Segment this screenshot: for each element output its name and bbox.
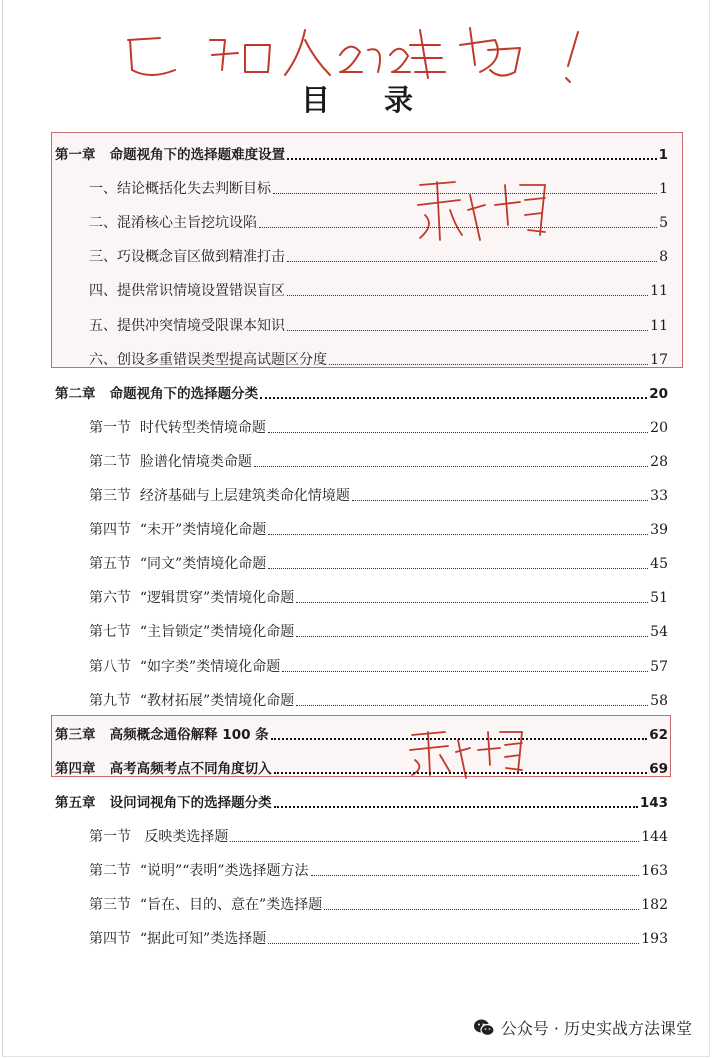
toc-section-row [89, 925, 668, 947]
toc-entry-label: 第三节 “旨在、目的、意在”类选择题 [89, 897, 323, 914]
toc-dot-leader [260, 397, 647, 399]
toc-dot-leader [274, 806, 638, 808]
wechat-icon [473, 1018, 495, 1038]
toc-page-number: 163 [641, 863, 668, 880]
toc-entry-label: 第一节 时代转型类情境命题 [89, 419, 266, 436]
toc-section-row [89, 550, 668, 572]
toc-section-row [89, 482, 668, 504]
toc-section-row [89, 653, 668, 675]
toc-dot-leader [287, 330, 648, 331]
toc-page-number: 45 [650, 556, 668, 573]
toc-page-number: 11 [650, 283, 668, 300]
toc-page-number: 20 [650, 419, 668, 436]
toc-page-number: 193 [641, 931, 668, 948]
toc-chapter-row [55, 789, 668, 811]
footer-watermark [473, 1016, 692, 1039]
toc-page-number: 5 [659, 215, 668, 232]
toc-section-row [89, 243, 668, 265]
toc-entry-label: 一、结论概括化失去判断目标 [89, 181, 271, 198]
toc-dot-leader [287, 158, 656, 160]
toc-entry-label: 第三章 高频概念通俗解释 100 条 [55, 726, 269, 743]
toc-dot-leader [287, 261, 657, 262]
page-title: 目 录 [300, 83, 436, 117]
toc-page-number: 58 [650, 692, 668, 709]
toc-entry-label: 第三节 经济基础与上层建筑类命化情境题 [89, 488, 350, 504]
toc-dot-leader [254, 466, 648, 467]
toc-dot-leader [273, 193, 657, 194]
toc-entry-label: 第一节 反映类选择题 [89, 829, 229, 845]
toc-dot-leader [268, 432, 648, 433]
toc-entry-label: 第一章 命题视角下的选择题难度设置 [55, 147, 286, 163]
toc-chapter-row [55, 755, 668, 777]
toc-entry-label: 五、提供冲突情境受限课本知识 [89, 317, 285, 334]
toc-page-number: 57 [650, 658, 668, 675]
toc-dot-leader [274, 772, 648, 774]
toc-chapter-row [55, 141, 668, 163]
toc-entry-label: 第九节 “教材拓展”类情境化命题 [89, 692, 295, 709]
toc-page-number: 182 [641, 897, 668, 914]
toc-dot-leader [352, 500, 648, 501]
toc-page-number: 144 [641, 829, 668, 845]
toc-page-number: 33 [650, 488, 668, 504]
toc-section-row [89, 891, 668, 913]
toc-page-number: 20 [649, 385, 668, 402]
toc-entry-label: 第五节 “同文”类情境化命题 [89, 556, 267, 573]
toc-page-number: 51 [650, 590, 668, 607]
toc-dot-leader [324, 909, 639, 910]
toc-chapter-row [55, 380, 668, 402]
toc-entry-label: 第二节 脸谱化情境类命题 [89, 453, 252, 470]
toc-dot-leader [329, 364, 648, 365]
toc-page-number: 143 [639, 794, 668, 811]
toc-entry-label: 三、巧设概念盲区做到精准打击 [89, 249, 285, 266]
toc-page-number: 39 [650, 522, 668, 539]
toc-section-row [89, 857, 668, 879]
toc-entry-label: 第八节 “如字类”类情境化命题 [89, 658, 281, 675]
toc-entry-label: 第七节 “主旨锁定”类情境化命题 [89, 624, 295, 641]
toc-dot-leader [268, 568, 648, 569]
toc-section-row [89, 312, 668, 334]
toc-section-row [89, 175, 668, 197]
toc-page-number: 1 [659, 181, 668, 198]
toc-page-number: 17 [650, 351, 668, 368]
toc-dot-leader [311, 875, 640, 876]
footer-text: 公众号 · 历史实战方法课堂 [500, 1019, 692, 1038]
toc-entry-label: 第二节 “说明”“表明”类选择题方法 [89, 863, 309, 880]
toc-page-number: 8 [659, 249, 668, 266]
toc-entry-label: 第四章 高考高频考点不同角度切入 [55, 760, 272, 777]
toc-entry-label: 四、提供常识情境设置错误盲区 [89, 283, 285, 300]
toc-section-row [89, 414, 668, 436]
toc-page-number: 11 [650, 317, 668, 334]
toc-section-row [89, 618, 668, 640]
toc-section-row [89, 448, 668, 470]
toc-entry-label: 第五章 设问词视角下的选择题分类 [55, 794, 272, 811]
toc-dot-leader [296, 705, 648, 706]
toc-chapter-row [55, 721, 668, 743]
toc-section-row [89, 516, 668, 538]
toc-entry-label: 第六节 “逻辑贯穿”类情境化命题 [89, 590, 295, 607]
toc-entry-label: 第二章 命题视角下的选择题分类 [55, 385, 259, 402]
toc-section-row [89, 346, 668, 368]
toc-dot-leader [287, 295, 648, 296]
toc-page-number: 69 [649, 760, 668, 777]
toc-dot-leader [259, 227, 657, 228]
toc-entry-label: 第四节 “未开”类情境化命题 [89, 522, 267, 539]
toc-section-row [89, 687, 668, 709]
toc-dot-leader [271, 738, 648, 740]
toc-section-row [89, 823, 668, 845]
toc-page-number: 1 [658, 147, 668, 163]
toc-section-row [89, 584, 668, 606]
toc-dot-leader [268, 534, 648, 535]
toc-page-number: 28 [650, 453, 668, 470]
toc-entry-label: 第四节 “据此可知”类选择题 [89, 931, 267, 948]
toc-entry-label: 六、创设多重错误类型提高试题区分度 [89, 351, 327, 368]
toc-entry-label: 二、混淆核心主旨挖坑设陷 [89, 215, 257, 232]
toc-dot-leader [282, 671, 648, 672]
toc-dot-leader [268, 943, 639, 944]
toc-section-row [89, 277, 668, 299]
toc-page-number: 54 [650, 624, 668, 641]
toc-dot-leader [296, 636, 648, 637]
toc-page-number: 62 [649, 726, 668, 743]
toc-dot-leader [296, 602, 648, 603]
toc-dot-leader [230, 841, 639, 842]
toc-section-row [89, 209, 668, 231]
